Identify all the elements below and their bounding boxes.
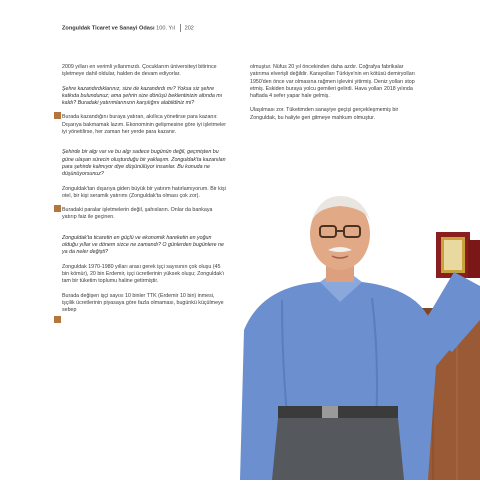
page-number: 202 [184,25,194,32]
portrait-photo [222,190,480,480]
question-marker-1 [54,112,61,119]
award-plaque [436,232,480,278]
question-marker-2 [54,205,61,212]
paragraph-continued: olmuştur. Nüfus 20 yıl öncekinden daha azdır. Coğrafya fabrikalar yatırıma elverişli değildir. Karayolları Türkiye'nin en kötüsü demiryolları 1950'den önce var olmasına rağmen işlevini yitirmiş. Deniz yolları stop etmiş. Eskiden buraya yolcu gemileri gelirdi. Hava yolları 2018 yılında haftada 4 sefer yapar hale gelmiş. [250,64,415,100]
answer-3a: Zonguldak 1970-1980 yılları arası gerek işçi sayısının çok oluşu (45 bin kömür), 20 bin Erdemir, işçi ücretlerinin yüksek oluşu; Zonguldak'ı tam bir tüketim toplumu haline getirmiştir. [62,263,225,285]
header-org: Zonguldak Ticaret ve Sanayi Odası [62,25,155,32]
answer-3b: Burada değişen işçi sayısı 10 binler TTK (Erdemir 10 bin) inmesi, işçilik ücretlerinin piyasaya göre fazla olmaması, bugünkü küçülmeye sebep [62,292,224,314]
header-divider [180,24,181,32]
answer-1: Burada kazandığını buraya yatıran, akıllıca yönetirse para kazanır. Dışarıya bakmamak lazım. Ekonominin gelişmesine göre iyi işletmeler iyi yönetilirse, her zaman her yerde para kazanır. [62,114,226,136]
question-2: Şehirde bir algı var ve bu algı sadece bugünün değil, geçmişten bu güne ulaşan sürecin oluşturduğu bir yaklaşım. Zonguldak'ta kazanılan para şehirde kalmıyor diye düşünülüyor insanlar. Bu konuda ne düşünüyorsunuz? [62,149,226,178]
portrait-illustration [222,190,480,480]
left-column [62,64,226,321]
page-header [62,24,194,32]
paragraph-intro: 2009 yılları en verimli yıllarımızdı. Çocuklarım üniversiteyi bitirince işletmeye dahil oldular, halden de devam ediyorlar. [62,64,217,78]
header-years: 100. Yıl [156,25,175,32]
question-1: Şehre kazandırdıklarınız, size de kazandırdı mı? Yoksa siz şehre katkıda bulundunuz; ama şehrin size dönüşü beklentinizin altında mı kaldı? Buradaki yatırımlarınızın karşılığını alabildiniz mi? [62,85,223,107]
right-column [250,64,420,129]
answer-2a: Zonguldak'tan dışarıya giden büyük bir yatırım hatırlamıyorum. Bir kişi otel, bir kişi seramik yatırımı (Zonguldak'ta olması çok zor). [62,185,226,199]
question-marker-3 [54,316,61,323]
question-3: Zonguldak'ta ticaretin en güçlü ve ekonomik hareketin en yoğun olduğu yıllar ve dönem sizce ne zamandı? O günlerden bugünlere ne ya da neler değişti? [62,234,224,256]
paragraph-conclusion: Ulaşılması zor. Tüketimden sanayiye geçişi gerçekleşmemiş bir Zonguldak, bu haliyle geri gitmeye mahkum olmuştur. [250,107,399,121]
answer-2b: Buradaki paralar işletmelerin değil, şahısların. Onlar da bankaya yatırıp faiz ile geçinen. [62,207,213,221]
